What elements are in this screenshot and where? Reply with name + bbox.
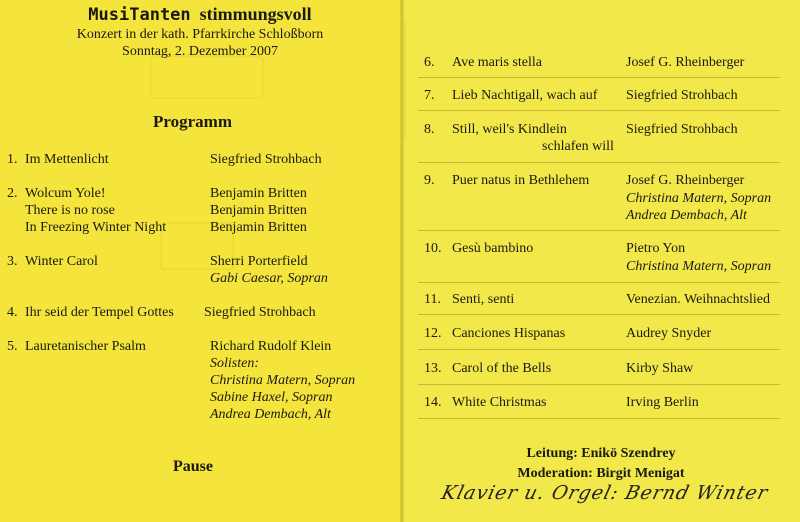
item-soloist: Christina Matern, Sopran [626,259,772,274]
item-soloist: Andrea Dembach, Alt [210,407,331,422]
item-number: 8. [424,122,435,137]
item-number: 9. [424,173,435,188]
item-soloist: Christina Matern, Sopran [626,191,772,206]
item-title: Lauretanischer Psalm [25,339,146,354]
item-title: Puer natus in Bethlehem [452,173,590,188]
row-divider [418,110,780,111]
item-title: Lieb Nachtigall, wach auf [452,88,598,103]
item-number: 1. [7,152,18,167]
item-composer: Benjamin Britten [210,203,307,218]
soloists-label: Solisten: [210,356,259,371]
pause-heading: Pause [173,458,213,475]
item-number: 10. [424,241,442,256]
item-soloist: Gabi Caesar, Sopran [210,271,328,286]
item-composer: Irving Berlin [626,395,699,410]
item-title: Winter Carol [25,254,98,269]
item-title: Im Mettenlicht [25,152,109,167]
item-number: 3. [7,254,18,269]
item-number: 5. [7,339,18,354]
item-title: Ihr seid der Tempel Gottes [25,305,174,320]
item-composer: Venezian. Weihnachtslied [626,292,771,307]
venue: Konzert in der kath. Pfarrkirche Schloßborn [76,27,324,42]
item-composer: Siegfried Strohbach [626,122,738,137]
row-divider [418,314,780,315]
item-soloist: Andrea Dembach, Alt [626,208,747,223]
row-divider [418,349,780,350]
item-composer: Audrey Snyder [626,326,712,341]
item-title: Carol of the Bells [452,361,552,376]
item-title: Still, weil's Kindlein [452,122,567,137]
item-number: 13. [424,361,442,376]
program-item [7,254,397,288]
item-composer: Siegfried Strohbach [626,88,738,103]
item-title: White Christmas [452,395,547,410]
item-number: 4. [7,305,18,320]
program-title [0,4,400,25]
row-divider [418,230,780,231]
item-composer: Josef G. Rheinberger [626,55,745,70]
item-composer: Siegfried Strohbach [210,152,322,167]
program-item [7,186,397,236]
concert-date: Sonntag, 2. Dezember 2007 [122,44,278,59]
item-composer: Josef G. Rheinberger [626,173,745,188]
item-title: Ave maris stella [452,55,542,70]
moderation-credit: Moderation: Birgit Menigat [517,466,685,481]
leitung-credit: Leitung: Enikö Szendrey [526,446,676,461]
item-title: Gesù bambino [452,241,534,256]
item-number: 6. [424,55,435,70]
item-composer: Siegfried Strohbach [204,305,316,320]
item-composer: Richard Rudolf Klein [210,339,332,354]
row-divider [418,162,780,163]
page-fold [400,0,404,522]
program-item [7,339,397,423]
row-divider [418,282,780,283]
item-title: There is no rose [25,203,115,218]
item-soloist: Sabine Haxel, Sopran [210,390,333,405]
item-number: 14. [424,395,442,410]
program-item [424,173,784,223]
item-title: Senti, senti [452,292,515,307]
item-number: 12. [424,326,442,341]
item-title-continued: schlafen will [542,139,614,154]
program-heading: Programm [153,112,232,131]
program-item [424,122,784,154]
item-composer: Kirby Shaw [626,361,694,376]
row-divider [418,418,780,419]
row-divider [418,77,780,78]
item-composer: Pietro Yon [626,241,686,256]
row-divider [418,384,780,385]
item-number: 11. [424,292,441,307]
item-title: Canciones Hispanas [452,326,566,341]
item-number: 2. [7,186,18,201]
item-title: Wolcum Yole! [25,186,106,201]
item-soloist: Christina Matern, Sopran [210,373,356,388]
item-composer: Sherri Porterfield [210,254,308,269]
tagline: stimmungsvoll [199,4,312,24]
ensemble-name: MusiTanten [88,5,191,25]
item-composer: Benjamin Britten [210,220,307,235]
handwritten-note: Klavier u. Orgel: Bernd Winter [439,482,771,504]
item-composer: Benjamin Britten [210,186,307,201]
item-title: In Freezing Winter Night [25,220,167,235]
program-item [424,241,784,275]
item-number: 7. [424,88,435,103]
